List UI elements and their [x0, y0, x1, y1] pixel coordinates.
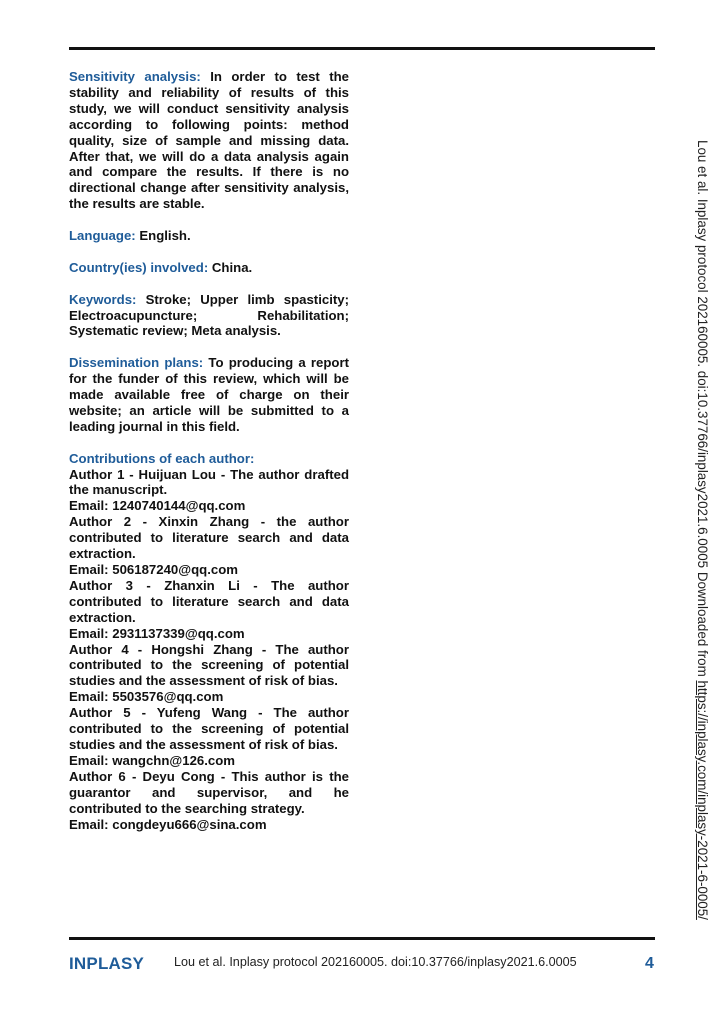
page-number: 4 [645, 955, 654, 972]
side-note-text: Lou et al. Inplasy protocol 202160005. doi:10.37766/inplasy2021.6.0005 Downloaded from [695, 140, 710, 681]
author-1-email: Email: 1240740144@qq.com [69, 498, 246, 514]
side-download-note [695, 140, 710, 920]
author-5-role: Author 5 - Yufeng Wang - The author contributed to the screening of potential studies and the assessment of risk of bias. [69, 705, 349, 752]
country-heading: Country(ies) involved: [69, 259, 209, 275]
sensitivity-body: In order to test the stability and reliability of results of this study, we will conduct sensitivity analysis according to following points: method quality, size of sample and missing data. After that, we will do a data analysis again and compare the results. If there is no directional change after sensitivity analysis, the results are stable. [69, 69, 350, 212]
dissemination-body: To producing a report for the funder of this review, which will be made available free of charge on their website; an article will be submitted to a leading journal in this field. [69, 355, 349, 434]
keywords-paragraph [69, 292, 349, 340]
keywords-body: Stroke; Upper limb spasticity; Electroacupuncture; Rehabilitation; Systematic review; Meta analysis. [69, 291, 349, 339]
contributions-heading: Contributions of each author: [69, 450, 255, 466]
author-2-email: Email: 506187240@qq.com [69, 562, 238, 578]
author-6-email: Email: congdeyu666@sina.com [69, 816, 267, 832]
footer-brand-logo: INPLASY [69, 954, 145, 973]
author-1-role: Author 1 - Huijuan Lou - The author drafted the manuscript. [69, 466, 349, 498]
author-4-role: Author 4 - Hongshi Zhang - The author contributed to the screening of potential studies and the assessment of risk of bias. [69, 641, 349, 689]
language-paragraph [69, 228, 349, 244]
header-rule [69, 47, 655, 50]
footer-rule [69, 937, 655, 940]
country-paragraph [69, 260, 349, 276]
country-body: China. [211, 259, 253, 275]
sensitivity-paragraph [69, 69, 349, 212]
side-note-link[interactable]: https://inplasy.com/inplasy-2021-6-0005/ [695, 680, 710, 920]
author-5-email: Email: wangchn@126.com [69, 752, 236, 768]
dissemination-paragraph [69, 355, 349, 435]
footer-citation: Lou et al. Inplasy protocol 202160005. doi:10.37766/inplasy2021.6.0005 [174, 955, 577, 969]
contributions-section [69, 451, 349, 833]
dissemination-heading: Dissemination plans: [69, 355, 204, 371]
language-body: English. [139, 228, 191, 244]
author-3-email: Email: 2931137339@qq.com [69, 625, 245, 641]
author-6-role: Author 6 - Deyu Cong - This author is the guarantor and supervisor, and he contributed to the searching strategy. [69, 768, 349, 816]
keywords-heading: Keywords: [69, 291, 137, 307]
language-heading: Language: [69, 228, 136, 244]
author-3-role: Author 3 - Zhanxin Li - The author contributed to literature search and data extraction. [69, 577, 349, 625]
author-2-role: Author 2 - Xinxin Zhang - the author contributed to literature search and data extraction. [69, 514, 349, 562]
sensitivity-heading: Sensitivity analysis: [69, 69, 201, 84]
main-column [69, 69, 349, 832]
author-4-email: Email: 5503576@qq.com [69, 689, 224, 705]
